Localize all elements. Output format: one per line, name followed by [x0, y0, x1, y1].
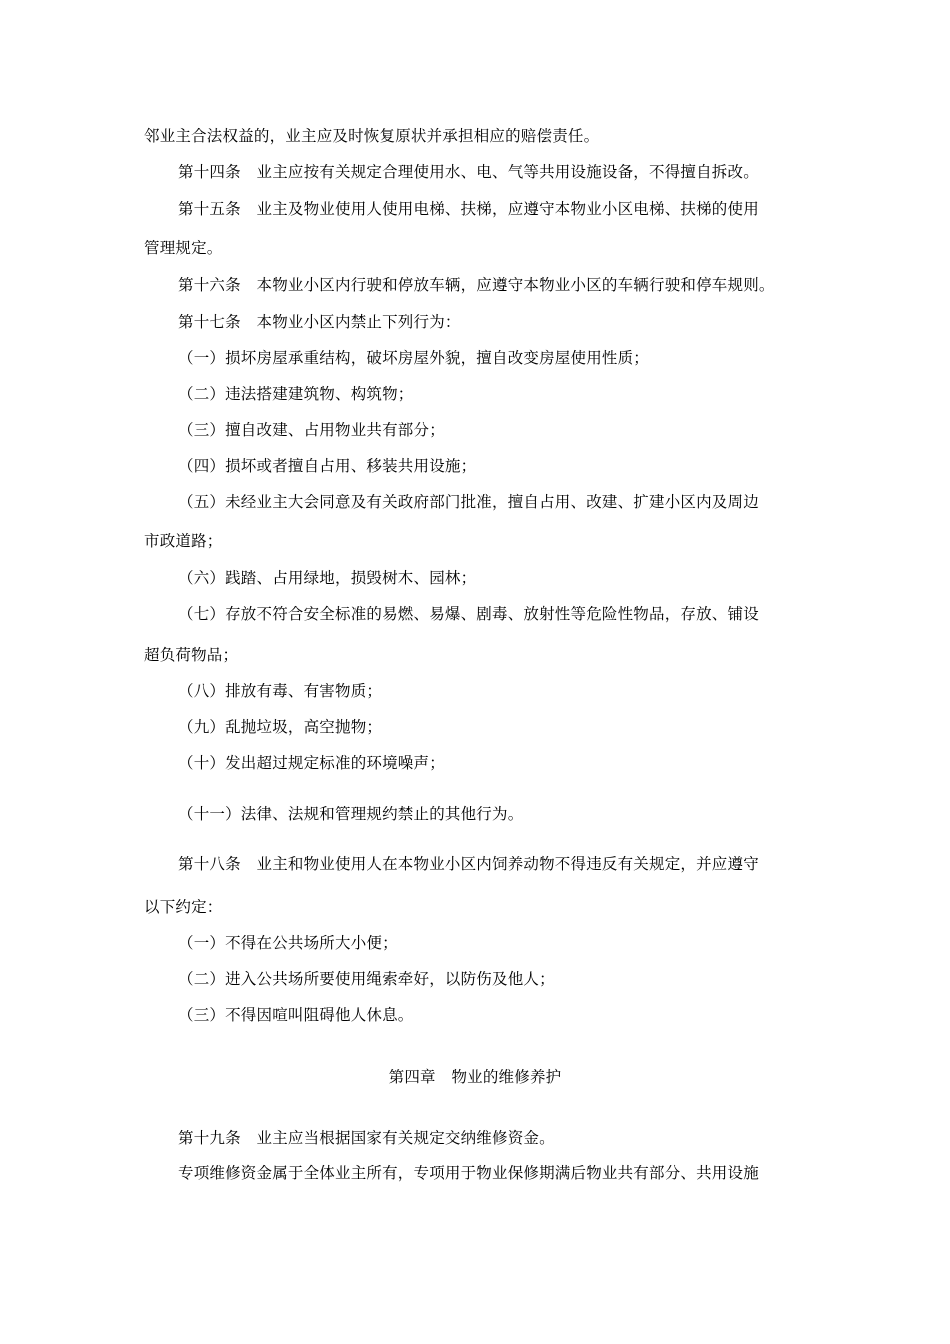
text-line: 以下约定：: [144, 898, 223, 916]
list-item: （四）损坏或者擅自占用、移装共用设施；: [178, 457, 477, 475]
list-item: （八）排放有毒、有害物质；: [178, 682, 383, 700]
list-item: （二）违法搭建建筑物、构筑物；: [178, 385, 414, 403]
list-item: （十一）法律、法规和管理规约禁止的其他行为。: [178, 805, 524, 823]
article-18: 第十八条 业主和物业使用人在本物业小区内饲养动物不得违反有关规定，并应遵守: [178, 855, 759, 873]
chapter-heading: 第四章 物业的维修养护: [388, 1068, 562, 1086]
list-item: （三）擅自改建、占用物业共有部分；: [178, 421, 445, 439]
list-item: （一）损坏房屋承重结构，破坏房屋外貌，擅自改变房屋使用性质；: [178, 349, 650, 367]
list-item: （七）存放不符合安全标准的易燃、易爆、剧毒、放射性等危险性物品，存放、铺设: [178, 605, 759, 623]
list-item: （一）不得在公共场所大小便；: [178, 934, 398, 952]
article-16: 第十六条 本物业小区内行驶和停放车辆，应遵守本物业小区的车辆行驶和停车规则。: [178, 276, 775, 294]
text-line: 邻业主合法权益的，业主应及时恢复原状并承担相应的赔偿责任。: [144, 127, 600, 145]
list-item: （九）乱抛垃圾，高空抛物；: [178, 718, 383, 736]
list-item: （五）未经业主大会同意及有关政府部门批准，擅自占用、改建、扩建小区内及周边: [178, 493, 759, 511]
text-line: 市政道路；: [144, 532, 223, 550]
list-item: （二）进入公共场所要使用绳索牵好，以防伤及他人；: [178, 970, 555, 988]
list-item: （六）践踏、占用绿地，损毁树木、园林；: [178, 569, 477, 587]
article-15: 第十五条 业主及物业使用人使用电梯、扶梯，应遵守本物业小区电梯、扶梯的使用: [178, 200, 759, 218]
article-14: 第十四条 业主应按有关规定合理使用水、电、气等共用设施设备，不得擅自拆改。: [178, 163, 759, 181]
article-17: 第十七条 本物业小区内禁止下列行为：: [178, 313, 461, 331]
article-19: 第十九条 业主应当根据国家有关规定交纳维修资金。: [178, 1129, 555, 1147]
list-item: （三）不得因喧叫阻碍他人休息。: [178, 1006, 414, 1024]
text-line: 专项维修资金属于全体业主所有，专项用于物业保修期满后物业共有部分、共用设施: [178, 1164, 759, 1182]
list-item: （十）发出超过规定标准的环境噪声；: [178, 754, 445, 772]
text-line: 管理规定。: [144, 239, 223, 257]
text-line: 超负荷物品；: [144, 646, 239, 664]
